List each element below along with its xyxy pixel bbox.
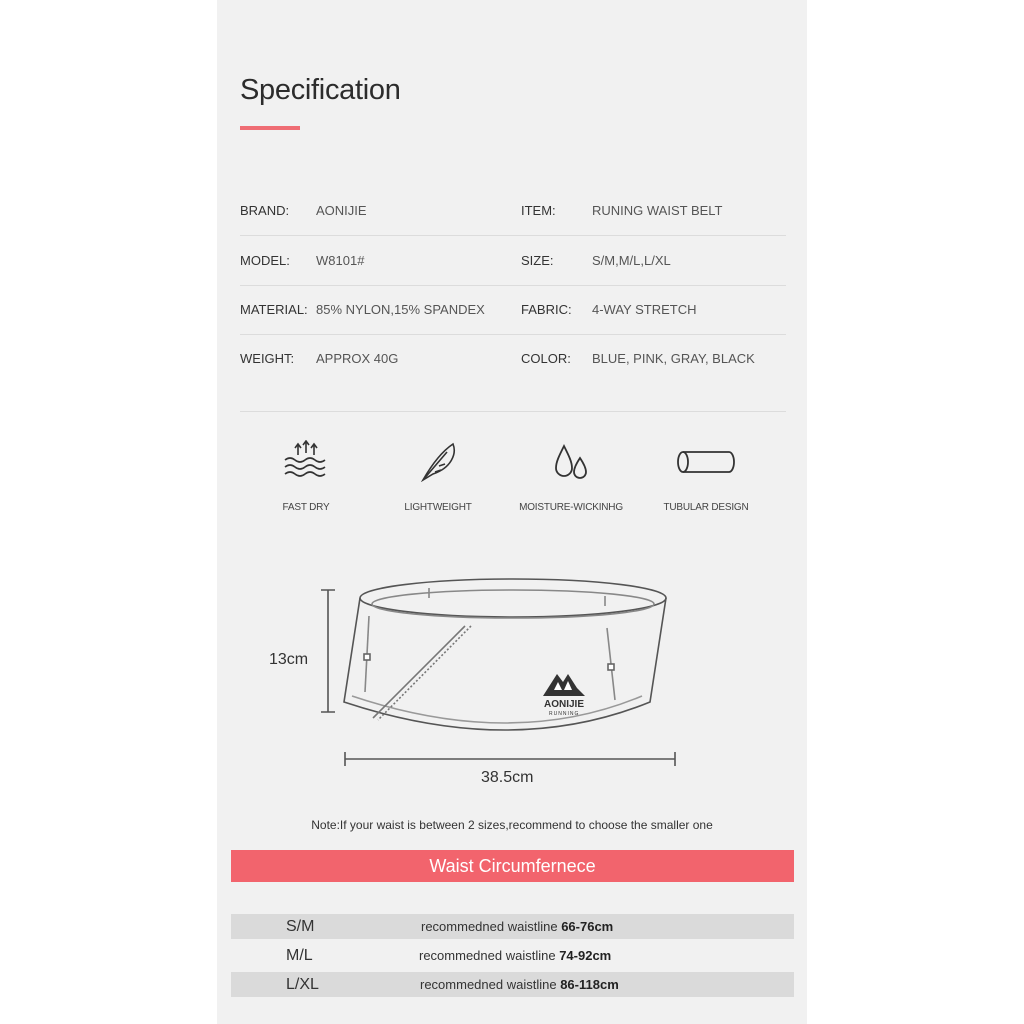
- recommendation-text: recommedned waistline: [420, 977, 557, 992]
- spec-row: [240, 285, 786, 335]
- spec-key: SIZE:: [521, 253, 554, 268]
- spec-key: MATERIAL:: [240, 302, 308, 317]
- feature-label: LIGHTWEIGHT: [404, 502, 472, 513]
- tube-icon: [674, 440, 738, 482]
- belt-illustration: [217, 560, 807, 800]
- feather-icon: [413, 440, 463, 482]
- feature-tubular: [636, 440, 776, 513]
- size-label: S/M: [286, 918, 315, 935]
- spec-value: RUNING WAIST BELT: [592, 203, 723, 218]
- width-dimension-label: 38.5cm: [481, 769, 534, 786]
- waist-banner: Waist Circumfernece: [231, 850, 794, 882]
- waistline-value: 86-118cm: [560, 977, 619, 992]
- feature-moisture-wicking: [501, 440, 641, 513]
- spec-key: ITEM:: [521, 203, 556, 218]
- belt-logo-text: AONIJIE: [544, 699, 585, 710]
- waistline-value: 66-76cm: [561, 919, 614, 934]
- section-divider: [240, 411, 786, 412]
- size-note: Note:If your waist is between 2 sizes,recommend to choose the smaller one: [311, 818, 713, 832]
- spec-value: BLUE, PINK, GRAY, BLACK: [592, 351, 755, 366]
- belt-logo-subtext: RUNNING: [549, 711, 580, 717]
- size-recommendation: [419, 943, 611, 968]
- feature-label: FAST DRY: [282, 502, 330, 513]
- spec-row: [240, 236, 786, 286]
- spec-value: W8101#: [316, 253, 365, 268]
- spec-value: APPROX 40G: [316, 351, 399, 366]
- belt-diagram: [217, 560, 807, 800]
- size-label: M/L: [286, 947, 313, 964]
- size-recommendation: [421, 914, 613, 939]
- spec-value: S/M,M/L,L/XL: [592, 253, 671, 268]
- spec-value: AONIJIE: [316, 203, 367, 218]
- spec-key: MODEL:: [240, 253, 290, 268]
- size-recommendation: [420, 972, 619, 997]
- height-dimension-label: 13cm: [269, 651, 309, 668]
- fast-dry-icon: [281, 440, 331, 482]
- feature-label: TUBULAR DESIGN: [663, 502, 749, 513]
- spec-value: 85% NYLON,15% SPANDEX: [316, 302, 485, 317]
- spec-panel: [217, 0, 807, 1024]
- spec-key: FABRIC:: [521, 302, 572, 317]
- spec-key: COLOR:: [521, 351, 571, 366]
- size-row: [231, 943, 794, 968]
- feature-fast-dry: [236, 440, 376, 513]
- spec-value: 4-WAY STRETCH: [592, 302, 697, 317]
- spec-row: [240, 334, 786, 383]
- recommendation-text: recommedned waistline: [419, 948, 556, 963]
- feature-lightweight: [368, 440, 508, 513]
- droplets-icon: [546, 440, 596, 482]
- size-row: [231, 972, 794, 997]
- spec-key: BRAND:: [240, 203, 290, 218]
- size-label: L/XL: [286, 976, 319, 993]
- recommendation-text: recommedned waistline: [421, 919, 558, 934]
- size-row: [231, 914, 794, 939]
- title-underline: [240, 126, 300, 130]
- waistline-value: 74-92cm: [559, 948, 612, 963]
- spec-key: WEIGHT:: [240, 351, 295, 366]
- spec-row: [240, 186, 786, 236]
- page-title: Specification: [240, 74, 401, 106]
- feature-label: MOISTURE-WICKINHG: [519, 502, 623, 513]
